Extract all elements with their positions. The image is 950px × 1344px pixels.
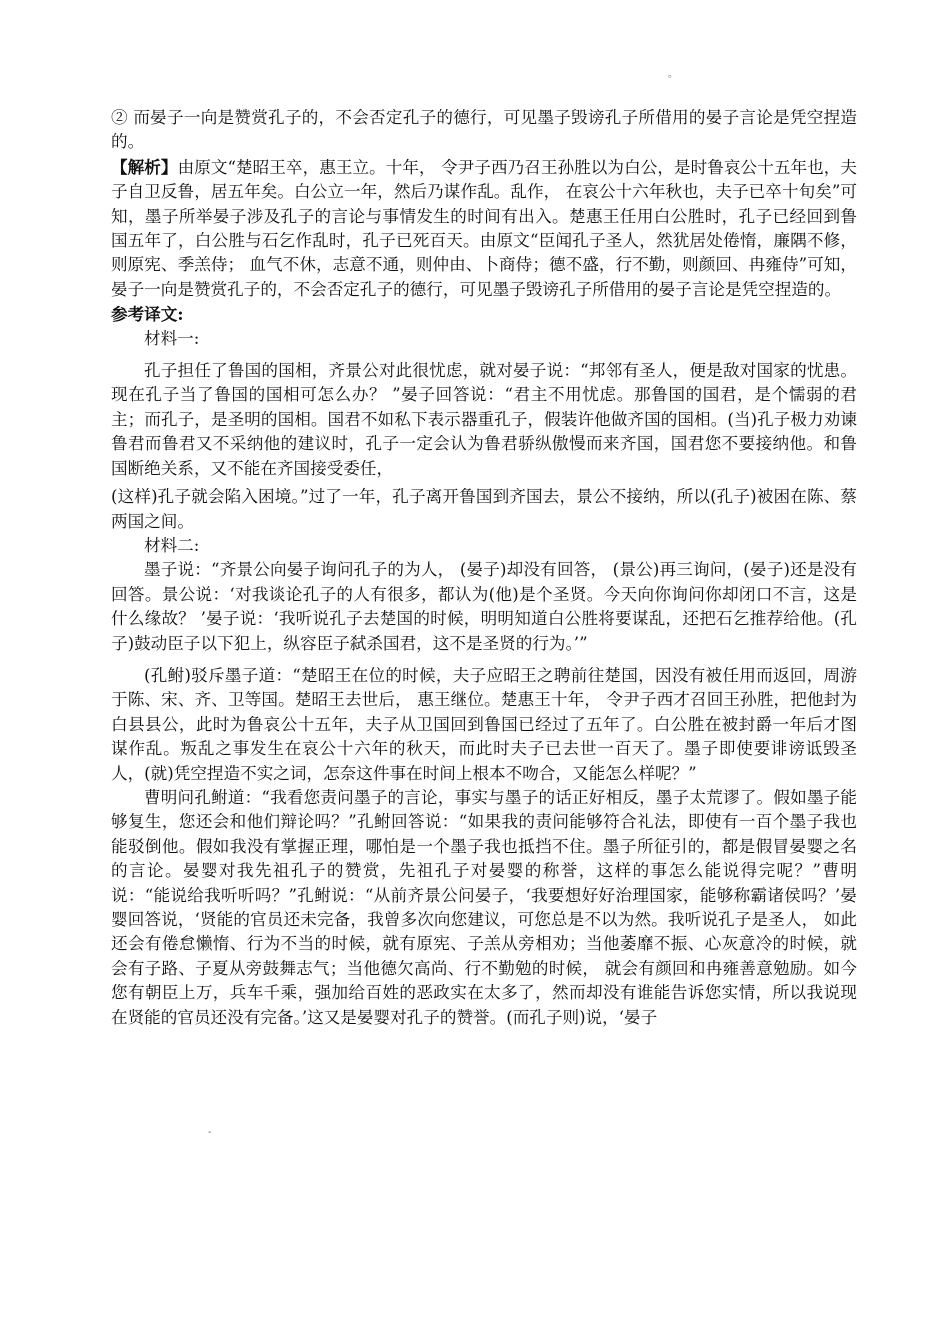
material2-paragraph-2: (孔鲋)驳斥墨子道：“楚昭王在位的时候，夫子应昭王之聘前往楚国，因没有被任用而返回，周游于陈、宋、齐、卫等国。楚昭王去世后， 惠王继位。楚惠王十年， 令尹子西才召回王孙胜，把他封为白县县公，此时为鲁哀公十五年，夫子从卫国回到鲁国已经过了五年了。白公胜在被封爵一年后才图谋作乱。叛乱之事发生在哀公十六年的秋天，而此时夫子已去世一百天了。墨子即使要诽谤诋毁圣人，(就)凭空捏造不实之词，怎奈这件事在时间上根本不吻合，又能怎么样呢？” <box>111 665 857 783</box>
material2-paragraph-3: 曹明问孔鲋道：“我看您责问墨子的言论，事实与墨子的话正好相反，墨子太荒谬了。假如墨子能够复生，您还会和他们辩论吗？”孔鲋回答说：“如果我的责问能够符合礼法，即使有一百个墨子我也能驳倒他。假如我没有掌握正理，哪怕是一个墨子我也抵挡不住。墨子所征引的，都是假冒晏婴之名的言论。晏婴对我先祖孔子的赞赏，先祖孔子对晏婴的称誉，这样的事怎么能说得完呢？”曹明说：“能说给我听听吗？”孔鲋说：“从前齐景公问晏子，‘我要想好好治理国家，能够称霸诸侯吗？’晏婴回答说，‘贤能的官员还未完备，我曾多次向您建议，可您总是不以为然。我听说孔子是圣人， 如此还会有倦怠懒惰、行为不当的时候，就有原宪、子羔从旁相劝；当他萎靡不振、心灰意冷的时候，就会有子路、子夏从旁鼓舞志气；当他德欠高尚、行不勤勉的时候， 就会有颜回和冉雍善意勉励。如今您有朝臣上万，兵车千乘，强加给百姓的恶政实在太多了，然而却没有谁能告诉您实情，所以我说现在贤能的官员还没有完备。’这又是晏婴对孔子的赞誉。(而孔子则)说，‘晏子 <box>111 787 857 1027</box>
reference-title: 参考译文: <box>111 304 184 325</box>
material1-paragraph-2: (这样)孔子就会陷入困境。”过了一年，孔子离开鲁国到齐国去，景公不接纳，所以(孔子)被困在陈、蔡两国之间。 <box>111 487 857 531</box>
analysis-label: 【解析】 <box>111 156 178 177</box>
analysis-paragraph <box>111 155 857 302</box>
material2-title: 材料二: <box>144 535 200 555</box>
page-mark-bottom: - <box>208 1127 212 1138</box>
analysis-text: 由原文“楚昭王卒，惠王立。十年， 令尹子西乃召王孙胜以为白公，是时鲁哀公十五年也，夫子自卫反鲁，居五年矣。白公立一年，然后乃谋作乱。乱作， 在哀公十六年秋也，夫子已卒十旬矣”可知，墨子所举晏子涉及孔子的言论与事情发生的时间有出入。楚惠王任用白公胜时，孔子已经回到鲁国五年了，白公胜与石乞作乱时，孔子已死百天。由原文“臣闻孔子圣人，然犹居处倦惰，廉隅不修，则原宪、季羔侍； 血气不休，志意不通，则仲由、卜商侍；德不盛，行不勤，则颜回、冉雍侍”可知，晏子一向是赞赏孔子的，不会否定孔子的德行，可见墨子毁谤孔子所借用的晏子言论是凭空捏造的。 <box>111 157 857 299</box>
material1-paragraph-1: 孔子担任了鲁国的国相，齐景公对此很忧虑，就对晏子说：“邦邻有圣人，便是敌对国家的忧患。现在孔子当了鲁国的国相可怎么办？ ”晏子回答说：“君主不用忧虑。那鲁国的国君，是个懦弱的君主；而孔子，是圣明的国相。国君不如私下表示器重孔子，假装许他做齐国的国相。(当)孔子极力劝谏鲁君而鲁君又不采纳他的建议时，孔子一定会认为鲁君骄纵傲慢而来齐国，国君您不要接纳他。和鲁国断绝关系，又不能在齐国接受委任， <box>111 361 857 478</box>
document-body <box>111 106 857 1030</box>
material2-paragraph-1: 墨子说：“齐景公向晏子询问孔子的为人， (晏子)却没有回答， (景公)再三询问，(晏子)还是没有回答。景公说：‘对我谈论孔子的人有很多，都认为(他)是个圣贤。今天向你询问你却闭口不言，这是什么缘故？ ’晏子说：‘我听说孔子去楚国的时候，明明知道白公胜将要谋乱，还把石乞推荐给他。(孔子)鼓动臣子以下犯上，纵容臣子弑杀国君，这不是圣贤的行为。’” <box>111 560 857 653</box>
page-mark-top: 。 <box>668 69 678 80</box>
material1-title: 材料一: <box>144 328 200 348</box>
answer-point-2: ② 而晏子一向是赞赏孔子的，不会否定孔子的德行，可见墨子毁谤孔子所借用的晏子言论是凭空捏造的。 <box>111 108 857 152</box>
